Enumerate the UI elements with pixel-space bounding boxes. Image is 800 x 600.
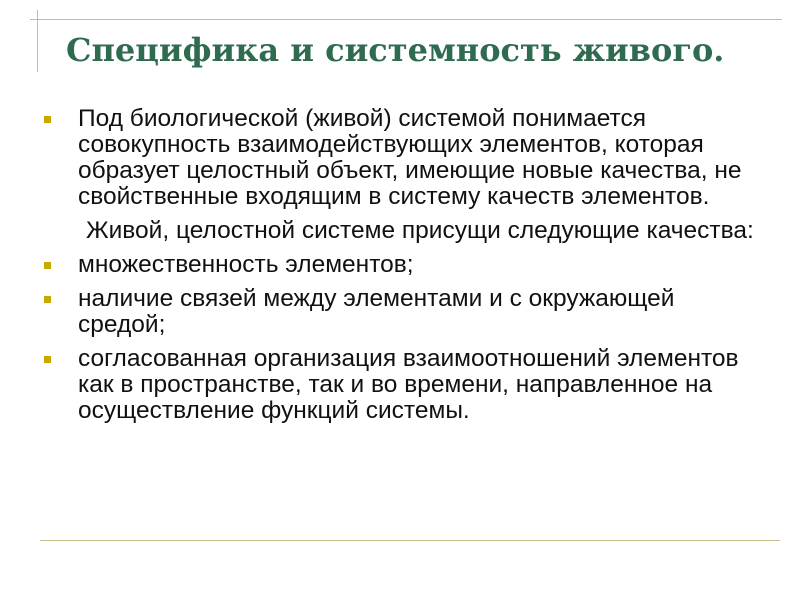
paragraph-text: множественность элементов; <box>78 251 414 278</box>
paragraph-2 <box>42 218 762 244</box>
paragraph-1 <box>42 106 762 210</box>
square-bullet-icon <box>44 116 51 123</box>
frame-bottom-line <box>40 540 780 541</box>
frame-top-line <box>30 19 782 20</box>
paragraph-4 <box>42 286 762 338</box>
slide-title: Специфика и системность живого. <box>66 31 725 69</box>
paragraph-text: согласованная организация взаимоотношений элементов как в пространстве, так и во времени, направленное на осуществление функций системы. <box>78 345 739 424</box>
paragraph-3 <box>42 252 762 278</box>
paragraph-text: наличие связей между элементами и с окружающей средой; <box>78 285 675 338</box>
paragraph-text: Живой, целостной системе присущи следующие качества: <box>86 217 754 244</box>
slide-content <box>42 106 762 432</box>
paragraph-5 <box>42 346 762 424</box>
square-bullet-icon <box>44 296 51 303</box>
frame-left-line <box>37 10 38 72</box>
paragraph-text: Под биологической (живой) системой понимается совокупность взаимодействующих элементов, которая образует целостный объект, имеющие новые качества, не свойственные входящим в систему качеств элементов. <box>78 105 742 210</box>
square-bullet-icon <box>44 356 51 363</box>
square-bullet-icon <box>44 262 51 269</box>
